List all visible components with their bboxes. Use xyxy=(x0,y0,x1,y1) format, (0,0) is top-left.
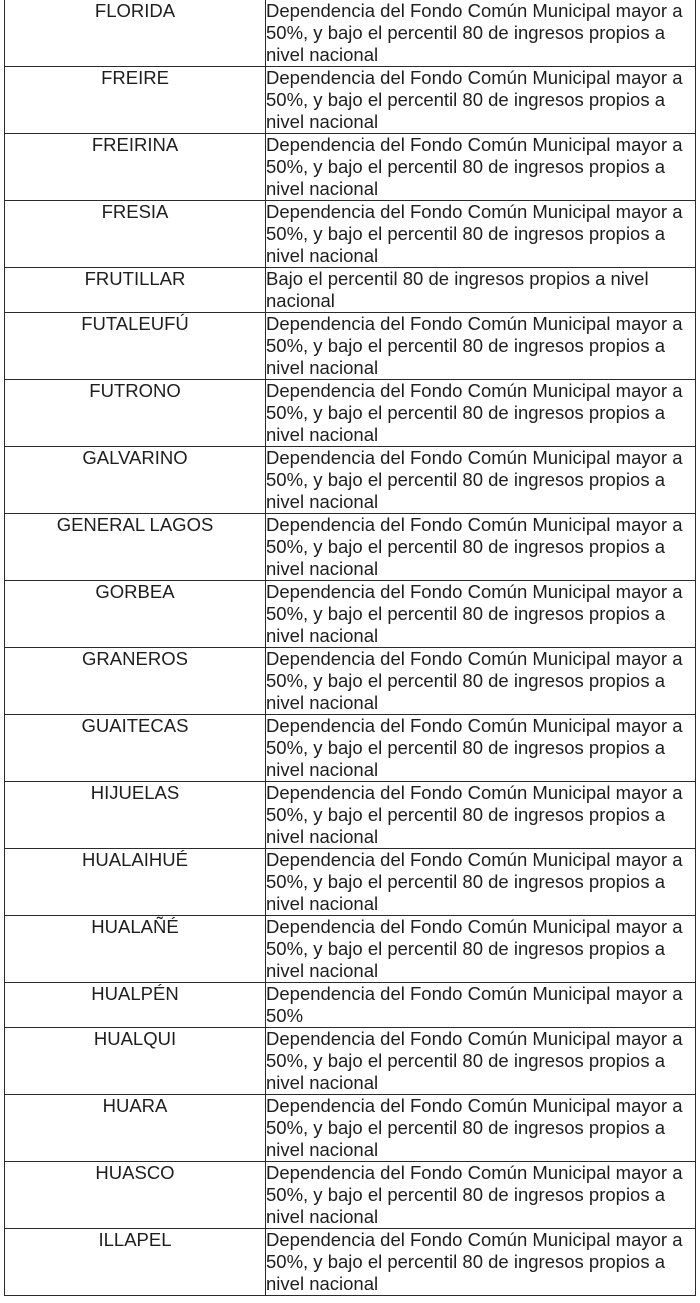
criterio-cell: Dependencia del Fondo Común Municipal mayor a 50%, y bajo el percentil 80 de ingresos propios a nivel nacional xyxy=(266,447,696,514)
criterio-cell: Dependencia del Fondo Común Municipal mayor a 50%, y bajo el percentil 80 de ingresos propios a nivel nacional xyxy=(266,715,696,782)
table-row xyxy=(5,581,696,648)
comuna-name-cell: GORBEA xyxy=(5,581,266,648)
table-row xyxy=(5,916,696,983)
comuna-name-cell: GENERAL LAGOS xyxy=(5,514,266,581)
comuna-name-cell: FREIRINA xyxy=(5,134,266,201)
criterio-cell: Dependencia del Fondo Común Municipal mayor a 50%, y bajo el percentil 80 de ingresos propios a nivel nacional xyxy=(266,581,696,648)
criterio-cell: Dependencia del Fondo Común Municipal mayor a 50%, y bajo el percentil 80 de ingresos propios a nivel nacional xyxy=(266,134,696,201)
comuna-name-cell: GALVARINO xyxy=(5,447,266,514)
comuna-name-cell: ILLAPEL xyxy=(5,1229,266,1296)
criterio-cell: Dependencia del Fondo Común Municipal mayor a 50%, y bajo el percentil 80 de ingresos propios a nivel nacional xyxy=(266,782,696,849)
comuna-name-cell: HUARA xyxy=(5,1095,266,1162)
criterio-cell: Bajo el percentil 80 de ingresos propios a nivel nacional xyxy=(266,268,696,313)
comuna-name-cell: HUALPÉN xyxy=(5,983,266,1028)
criterio-cell: Dependencia del Fondo Común Municipal mayor a 50%, y bajo el percentil 80 de ingresos propios a nivel nacional xyxy=(266,849,696,916)
comuna-name-cell: FREIRE xyxy=(5,67,266,134)
criterio-cell: Dependencia del Fondo Común Municipal mayor a 50%, y bajo el percentil 80 de ingresos propios a nivel nacional xyxy=(266,313,696,380)
table-row xyxy=(5,1095,696,1162)
criterio-cell: Dependencia del Fondo Común Municipal mayor a 50%, y bajo el percentil 80 de ingresos propios a nivel nacional xyxy=(266,67,696,134)
criterio-cell: Dependencia del Fondo Común Municipal mayor a 50%, y bajo el percentil 80 de ingresos propios a nivel nacional xyxy=(266,1028,696,1095)
criterio-cell: Dependencia del Fondo Común Municipal mayor a 50%, y bajo el percentil 80 de ingresos propios a nivel nacional xyxy=(266,380,696,447)
comuna-name-cell: HUALAIHUÉ xyxy=(5,849,266,916)
criterio-cell: Dependencia del Fondo Común Municipal mayor a 50%, y bajo el percentil 80 de ingresos propios a nivel nacional xyxy=(266,648,696,715)
comuna-name-cell: GRANEROS xyxy=(5,648,266,715)
comuna-name-cell: FRUTILLAR xyxy=(5,268,266,313)
comuna-name-cell: HUALQUI xyxy=(5,1028,266,1095)
criterio-cell: Dependencia del Fondo Común Municipal mayor a 50%, y bajo el percentil 80 de ingresos propios a nivel nacional xyxy=(266,0,696,67)
criterio-cell: Dependencia del Fondo Común Municipal mayor a 50% xyxy=(266,983,696,1028)
table-row xyxy=(5,380,696,447)
table-row xyxy=(5,201,696,268)
criterio-cell: Dependencia del Fondo Común Municipal mayor a 50%, y bajo el percentil 80 de ingresos propios a nivel nacional xyxy=(266,1095,696,1162)
comuna-name-cell: HIJUELAS xyxy=(5,782,266,849)
table-row xyxy=(5,134,696,201)
table-row xyxy=(5,715,696,782)
table-row xyxy=(5,313,696,380)
comuna-name-cell: GUAITECAS xyxy=(5,715,266,782)
comuna-name-cell: HUASCO xyxy=(5,1162,266,1229)
comuna-name-cell: FUTRONO xyxy=(5,380,266,447)
comuna-name-cell: FRESIA xyxy=(5,201,266,268)
table-row xyxy=(5,648,696,715)
table-row xyxy=(5,268,696,313)
table-row xyxy=(5,849,696,916)
comuna-name-cell: FLORIDA xyxy=(5,0,266,67)
table-row xyxy=(5,0,696,67)
criterio-cell: Dependencia del Fondo Común Municipal mayor a 50%, y bajo el percentil 80 de ingresos propios a nivel nacional xyxy=(266,201,696,268)
criterio-cell: Dependencia del Fondo Común Municipal mayor a 50%, y bajo el percentil 80 de ingresos propios a nivel nacional xyxy=(266,1229,696,1296)
criterio-cell: Dependencia del Fondo Común Municipal mayor a 50%, y bajo el percentil 80 de ingresos propios a nivel nacional xyxy=(266,1162,696,1229)
comunas-table xyxy=(4,0,696,1296)
table-row xyxy=(5,67,696,134)
table-row xyxy=(5,1028,696,1095)
table-row xyxy=(5,983,696,1028)
table-row xyxy=(5,447,696,514)
table-row xyxy=(5,1229,696,1296)
comuna-name-cell: FUTALEUFÚ xyxy=(5,313,266,380)
table-row xyxy=(5,1162,696,1229)
criterio-cell: Dependencia del Fondo Común Municipal mayor a 50%, y bajo el percentil 80 de ingresos propios a nivel nacional xyxy=(266,514,696,581)
comunas-table-body xyxy=(5,0,696,1296)
table-row xyxy=(5,782,696,849)
table-row xyxy=(5,514,696,581)
comuna-name-cell: HUALAÑÉ xyxy=(5,916,266,983)
criterio-cell: Dependencia del Fondo Común Municipal mayor a 50%, y bajo el percentil 80 de ingresos propios a nivel nacional xyxy=(266,916,696,983)
